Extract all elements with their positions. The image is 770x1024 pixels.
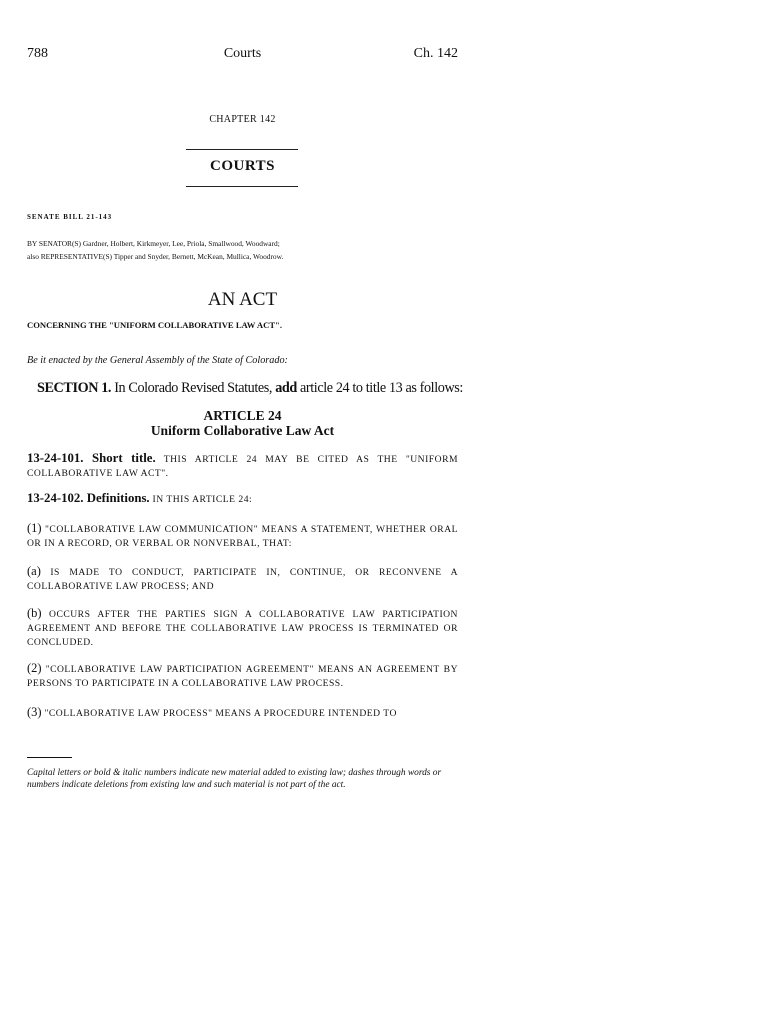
senators-line: BY SENATOR(S) Gardner, Holbert, Kirkmeyer, Lee, Priola, Smallwood, Woodward; <box>27 239 280 248</box>
article-number: ARTICLE 24 <box>203 408 282 423</box>
definition-1b <box>27 606 458 650</box>
definition-3-text: "COLLABORATIVE LAW PROCESS" MEANS A PROCEDURE INTENDED TO <box>41 708 397 719</box>
definition-1-number: (1) <box>27 521 42 535</box>
paragraph-short-title <box>27 451 458 481</box>
definition-1a-text: IS MADE TO CONDUCT, PARTICIPATE IN, CONTINUE, OR RECONVENE A COLLABORATIVE LAW PROCESS; AND <box>27 567 458 592</box>
section-text-after: article 24 to title 13 as follows: <box>296 380 463 396</box>
chapter-label: CHAPTER 142 <box>209 114 276 125</box>
definition-1 <box>27 521 458 551</box>
definition-1a <box>27 564 458 594</box>
section-label: SECTION 1. <box>37 380 112 396</box>
title-rule-bottom <box>186 186 298 187</box>
definition-1b-text: OCCURS AFTER THE PARTIES SIGN A COLLABORATIVE LAW PARTICIPATION AGREEMENT AND BEFORE THE COLLABORATIVE LAW PROCESS IS TERMINATED OR CONCLUDED. <box>27 609 458 648</box>
chapter-reference: Ch. 142 <box>413 46 458 61</box>
section-13-24-101-text: THIS ARTICLE 24 MAY BE CITED AS THE "UNIFORM COLLABORATIVE LAW ACT". <box>27 454 458 479</box>
act-heading: AN ACT <box>207 289 278 310</box>
paragraph-definitions <box>27 491 458 507</box>
section-13-24-101-heading: 13-24-101. Short title. <box>27 451 156 465</box>
bill-number: SENATE BILL 21-143 <box>27 213 113 221</box>
definition-2-text: "COLLABORATIVE LAW PARTICIPATION AGREEMENT" MEANS AN AGREEMENT BY PERSONS TO PARTICIPATE IN A COLLABORATIVE LAW PROCESS. <box>27 664 458 689</box>
definition-2-number: (2) <box>27 661 42 675</box>
document-title: COURTS <box>210 158 275 174</box>
sponsors <box>27 237 467 263</box>
article-name: Uniform Collaborative Law Act <box>150 423 335 438</box>
definition-3 <box>27 705 458 721</box>
enacting-clause: Be it enacted by the General Assembly of the State of Colorado: <box>27 355 288 366</box>
definition-1b-number: (b) <box>27 606 42 620</box>
title-rule-top <box>186 149 298 150</box>
footnote: Capital letters or bold & italic numbers indicate new material added to existing law; dashes through words or numbers indicate deletions from existing law and such material is not part of the act. <box>27 768 442 790</box>
section-13-24-102-heading: 13-24-102. Definitions. <box>27 491 150 505</box>
section-13-24-102-text: IN THIS ARTICLE 24: <box>149 494 253 505</box>
page-header <box>27 46 458 66</box>
article-heading <box>27 408 458 438</box>
footnote-rule <box>27 757 72 758</box>
definition-2 <box>27 661 458 691</box>
definition-1-text: "COLLABORATIVE LAW COMMUNICATION" MEANS A STATEMENT, WHETHER ORAL OR IN A RECORD, OR VERBAL OR NONVERBAL, THAT: <box>27 524 458 549</box>
running-title: Courts <box>223 46 262 61</box>
section-text-before: In Colorado Revised Statutes, <box>111 380 276 396</box>
concerning-clause: CONCERNING THE "UNIFORM COLLABORATIVE LAW ACT". <box>27 320 282 330</box>
definition-3-number: (3) <box>27 705 42 719</box>
section-1 <box>37 380 463 397</box>
definition-1a-number: (a) <box>27 564 41 578</box>
section-add: add <box>275 380 297 396</box>
representatives-line: also REPRESENTATIVE(S) Tipper and Snyder, Bernett, McKean, Mullica, Woodrow. <box>27 252 284 261</box>
page-number: 788 <box>27 46 48 61</box>
